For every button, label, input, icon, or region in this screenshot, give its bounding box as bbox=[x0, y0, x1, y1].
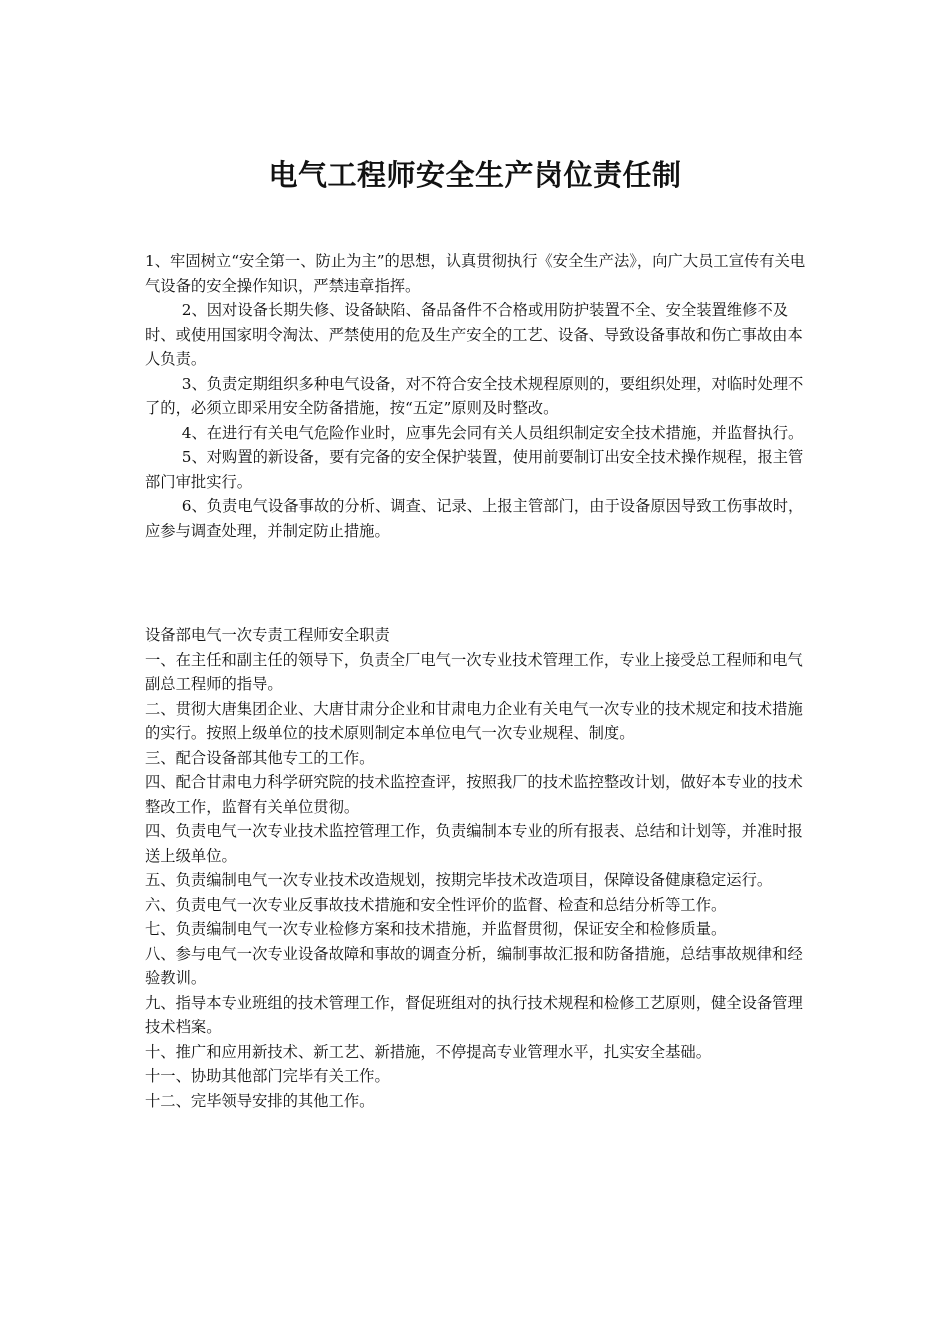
duty-item: 五、负责编制电气一次专业技术改造规划，按期完毕技术改造项目，保障设备健康稳定运行。 bbox=[145, 871, 773, 889]
duty-item: 二、贯彻大唐集团企业、大唐甘肃分企业和甘肃电力企业有关电气一次专业的技术规定和技术措施的实行。按照上级单位的技术原则制定本单位电气一次专业规程、制度。 bbox=[145, 699, 803, 742]
duty-item: 八、参与电气一次专业设备故障和事故的调查分析，编制事故汇报和防备措施，总结事故规律和经验教训。 bbox=[145, 944, 803, 987]
clause-3: 3、负责定期组织多种电气设备，对不符合安全技术规程原则的，要组织处理，对临时处理不了的，必须立即采用安全防备措施，按“五定”原则及时整改。 bbox=[145, 374, 804, 417]
engineer-duties-section bbox=[145, 623, 817, 1113]
duty-item: 六、负责电气一次专业反事故技术措施和安全性评价的监督、检查和总结分析等工作。 bbox=[145, 895, 727, 914]
clause-6: 6、负责电气设备事故的分析、调查、记录、上报主管部门，由于设备原因导致工伤事故时，应参与调查处理，并制定防止措施。 bbox=[145, 497, 804, 540]
duty-item: 七、负责编制电气一次专业检修方案和技术措施，并监督贯彻，保证安全和检修质量。 bbox=[145, 920, 727, 938]
duty-item: 一、在主任和副主任的领导下，负责全厂电气一次专业技术管理工作，专业上接受总工程师和电气副总工程师的指导。 bbox=[145, 650, 803, 693]
duty-item: 四、负责电气一次专业技术监控管理工作，负责编制本专业的所有报表、总结和计划等，并准时报送上级单位。 bbox=[145, 822, 803, 865]
responsibility-section bbox=[145, 249, 817, 543]
duty-item: 四、配合甘肃电力科学研究院的技术监控查评，按照我厂的技术监控整改计划，做好本专业的技术整改工作，监督有关单位贯彻。 bbox=[145, 773, 803, 816]
duty-item: 十、推广和应用新技术、新工艺、新措施，不停提高专业管理水平，扎实安全基础。 bbox=[145, 1042, 711, 1061]
duty-item: 九、指导本专业班组的技术管理工作，督促班组对的执行技术规程和检修工艺原则，健全设备管理技术档案。 bbox=[145, 993, 803, 1036]
document-title: 电气工程师安全生产岗位责任制 bbox=[268, 158, 682, 192]
clause-2: 2、因对设备长期失修、设备缺陷、备品备件不合格或用防护装置不全、安全装置维修不及时、或使用国家明令淘汰、严禁使用的危及生产安全的工艺、设备、导致设备事故和伤亡事故由本人负责。 bbox=[145, 301, 803, 368]
duty-item: 十二、完毕领导安排的其他工作。 bbox=[145, 1091, 375, 1110]
clause-1: 1、牢固树立“安全第一、防止为主”的思想，认真贯彻执行《安全生产法》，向广大员工宣传有关电气设备的安全操作知识，严禁违章指挥。 bbox=[145, 252, 806, 295]
duty-item: 三、配合设备部其他专工的工作。 bbox=[145, 748, 375, 767]
clause-5: 5、对购置的新设备，要有完备的安全保护装置，使用前要制订出安全技术操作规程，报主管部门审批实行。 bbox=[145, 448, 804, 491]
clause-4: 4、在进行有关电气危险作业时，应事先会同有关人员组织制定安全技术措施，并监督执行。 bbox=[181, 423, 804, 442]
section-heading: 设备部电气一次专责工程师安全职责 bbox=[145, 626, 390, 644]
duty-item: 十一、协助其他部门完毕有关工作。 bbox=[145, 1067, 390, 1085]
